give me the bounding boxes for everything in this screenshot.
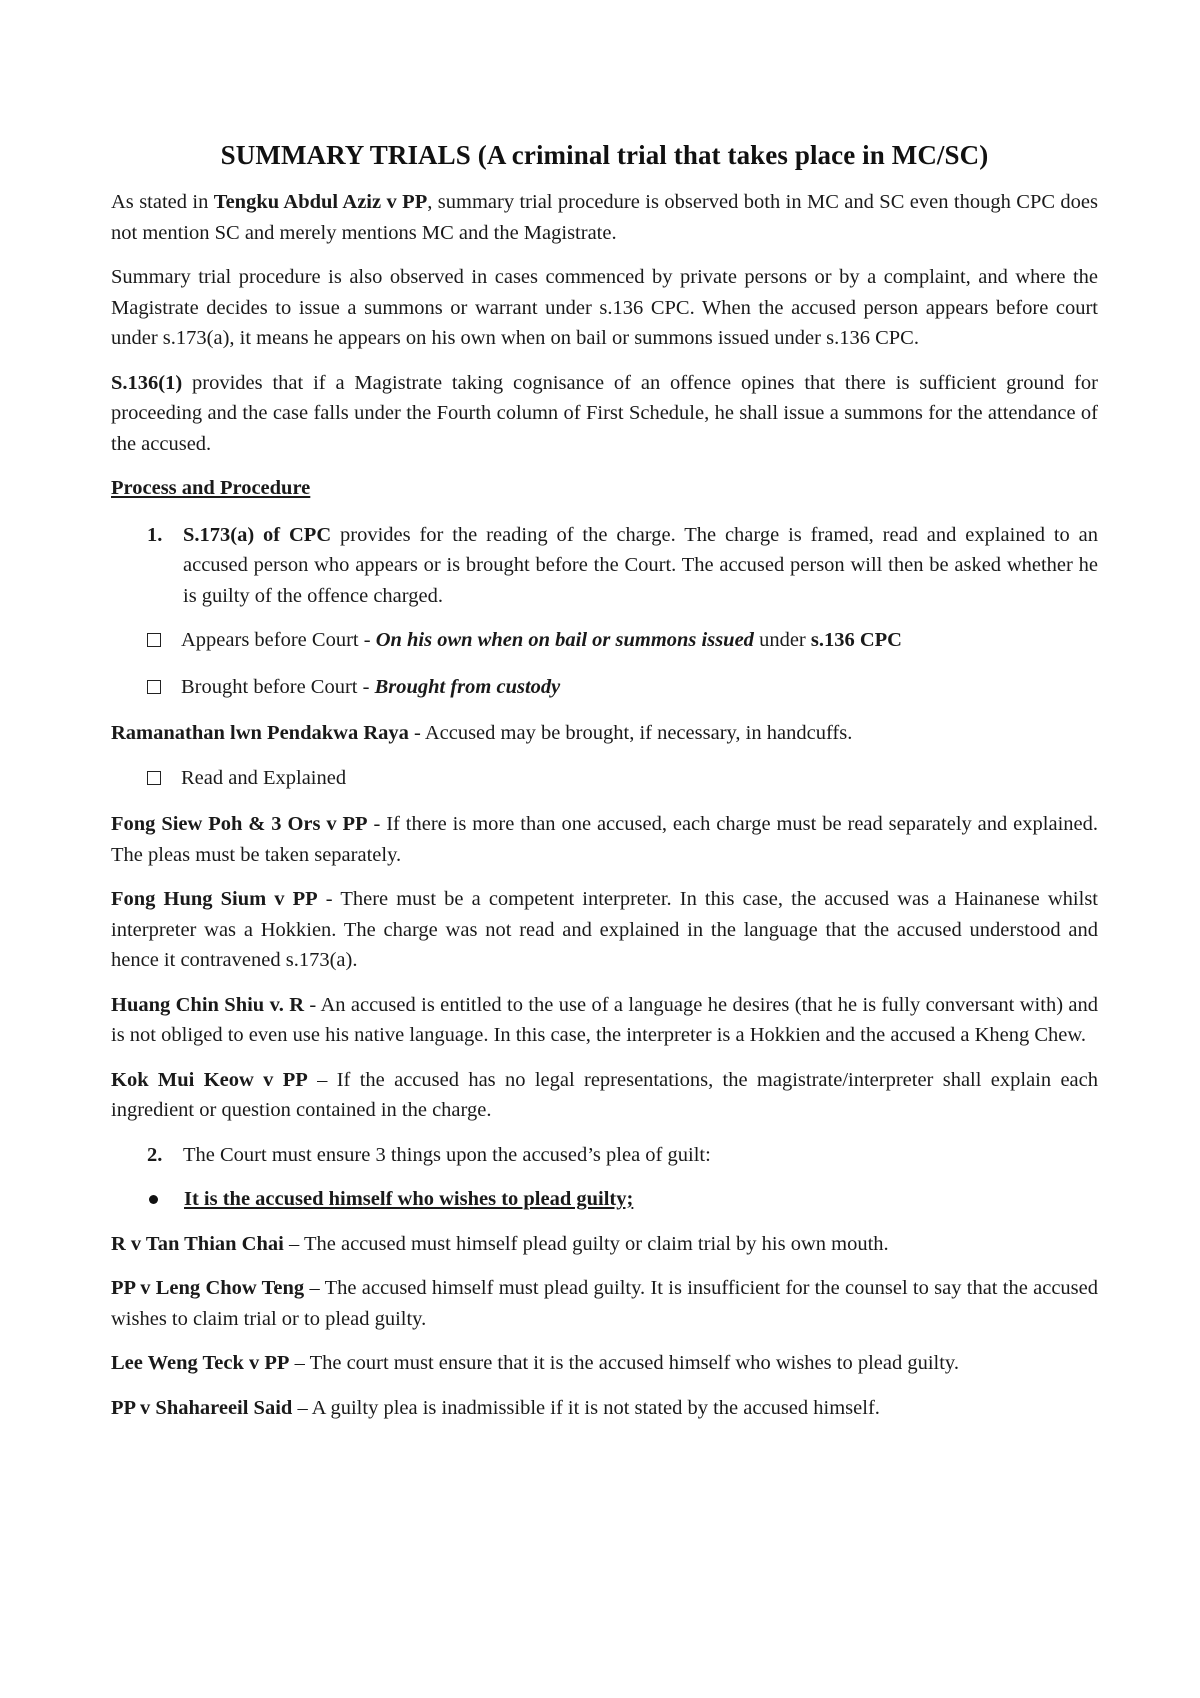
statute-ref-s136: S.136(1)	[111, 371, 183, 394]
case-leng-chow-teng	[111, 1273, 1098, 1334]
case-name: Fong Hung Sium v PP	[111, 888, 318, 910]
case-text: - Accused may be brought, if necessary, in handcuffs.	[408, 722, 853, 744]
checkbox-icon	[147, 633, 161, 647]
item-body	[183, 520, 1098, 612]
paragraph-private-persons: Summary trial procedure is also observed in cases commenced by private persons or by a complaint, and where the Magistrate decides to issue a summons or warrant under s.136 CPC. When the accused person appears before court under s.173(a), it means he appears on his own when on bail or summons issued under s.136 CPC.	[111, 266, 1098, 349]
case-text: - An accused is entitled to the use of a language he desires (that he is fully conversant with) and is not obliged to even use his native language. In this case, the interpreter is a Hokkien and the accused a Kheng Chew.	[111, 993, 1098, 1046]
bullet-icon	[149, 1195, 158, 1204]
checkbox-item-brought	[111, 672, 1098, 703]
case-huang-chin-shiu	[111, 990, 1098, 1051]
case-text: - If there is more than one accused, each charge must be read separately and explained. The pleas must be taken separately.	[111, 813, 1098, 866]
bullet-item-accused-himself	[111, 1184, 1098, 1215]
case-name: R v Tan Thian Chai	[111, 1232, 284, 1255]
bullet-item-text: It is the accused himself who wishes to plead guilty;	[184, 1188, 634, 1210]
case-name-tengku: Tengku Abdul Aziz v PP	[213, 191, 428, 213]
item-number: 1.	[147, 523, 163, 546]
case-text: – The accused himself must plead guilty. It is insufficient for the counsel to say that the accused wishes to claim trial or to plead guilty.	[111, 1277, 1098, 1330]
case-ramanathan	[111, 718, 1098, 749]
checkbox-item-read-explained	[111, 763, 1098, 794]
checkbox-item-text: Read and Explained	[181, 766, 347, 789]
box1-label: Appears before Court -	[181, 629, 376, 651]
item-number: 2.	[147, 1143, 163, 1166]
box1-emphasis: On his own when on bail or summons issued	[375, 629, 754, 651]
case-fong-siew-poh	[111, 809, 1098, 870]
checkbox-item-appears	[111, 625, 1098, 656]
checkbox-item-text	[181, 672, 560, 703]
case-text: – The court must ensure that it is the accused himself who wishes to plead guilty.	[289, 1352, 959, 1374]
case-name: Lee Weng Teck v PP	[111, 1352, 290, 1374]
case-text: – A guilty plea is inadmissible if it is not stated by the accused himself.	[292, 1396, 880, 1419]
case-fong-hung-sium	[111, 884, 1098, 976]
item1-text: provides for the reading of the charge. The charge is framed, read and explained to an accused person who appears or is brought before the Court. The accused person will then be asked whether he is guilty of the offence charged.	[183, 523, 1098, 607]
case-name: Fong Siew Poh & 3 Ors v PP	[111, 813, 368, 835]
paragraph-s136	[111, 368, 1098, 460]
section-heading: Process and Procedure	[111, 477, 311, 499]
statute-ref-s173a: S.173(a) of CPC	[183, 523, 332, 546]
statute-ref-s136-cpc: s.136 CPC	[810, 629, 902, 651]
case-kok-mui-keow	[111, 1065, 1098, 1126]
numbered-item-2	[111, 1140, 1098, 1171]
case-text: – The accused must himself plead guilty or claim trial by his own mouth.	[283, 1232, 889, 1255]
case-name: PP v Shahareeil Said	[111, 1396, 293, 1419]
case-name: Kok Mui Keow v PP	[111, 1068, 308, 1091]
case-name: Ramanathan lwn Pendakwa Raya	[111, 722, 409, 744]
case-name: PP v Leng Chow Teng	[111, 1277, 305, 1299]
intro-text-a: As stated in	[111, 191, 214, 213]
case-text: - There must be a competent interpreter. In this case, the accused was a Hainanese whilst interpreter was a Hokkien. The charge was not read and explained in the language that the accused understood and hence it contravened s.173(a).	[111, 888, 1098, 971]
page-title: SUMMARY TRIALS (A criminal trial that takes place in MC/SC)	[220, 140, 989, 170]
box1-under: under	[753, 629, 811, 651]
s136-text: provides that if a Magistrate taking cognisance of an offence opines that there is sufficient ground for proceeding and the case falls under the Fourth column of First Schedule, he shall issue a summons for the attendance of the accused.	[111, 371, 1098, 455]
box2-label: Brought before Court -	[181, 675, 375, 698]
paragraph-intro	[111, 187, 1098, 248]
case-lee-weng-teck	[111, 1348, 1098, 1379]
case-shahareeil-said	[111, 1393, 1098, 1424]
checkbox-icon	[147, 771, 161, 785]
checkbox-icon	[147, 680, 161, 694]
intro-text-b: , summary trial procedure is observed both in MC and SC even though CPC does not mention SC and merely mentions MC and the Magistrate.	[111, 191, 1099, 244]
case-tan-thian-chai	[111, 1229, 1098, 1260]
case-text: – If the accused has no legal representations, the magistrate/interpreter shall explain each ingredient or question contained in the charge.	[111, 1068, 1098, 1121]
item-body: The Court must ensure 3 things upon the accused’s plea of guilt:	[183, 1143, 711, 1166]
box2-emphasis: Brought from custody	[374, 675, 561, 698]
checkbox-item-text	[181, 625, 902, 656]
numbered-item-1	[111, 520, 1098, 612]
case-name: Huang Chin Shiu v. R	[111, 993, 304, 1016]
